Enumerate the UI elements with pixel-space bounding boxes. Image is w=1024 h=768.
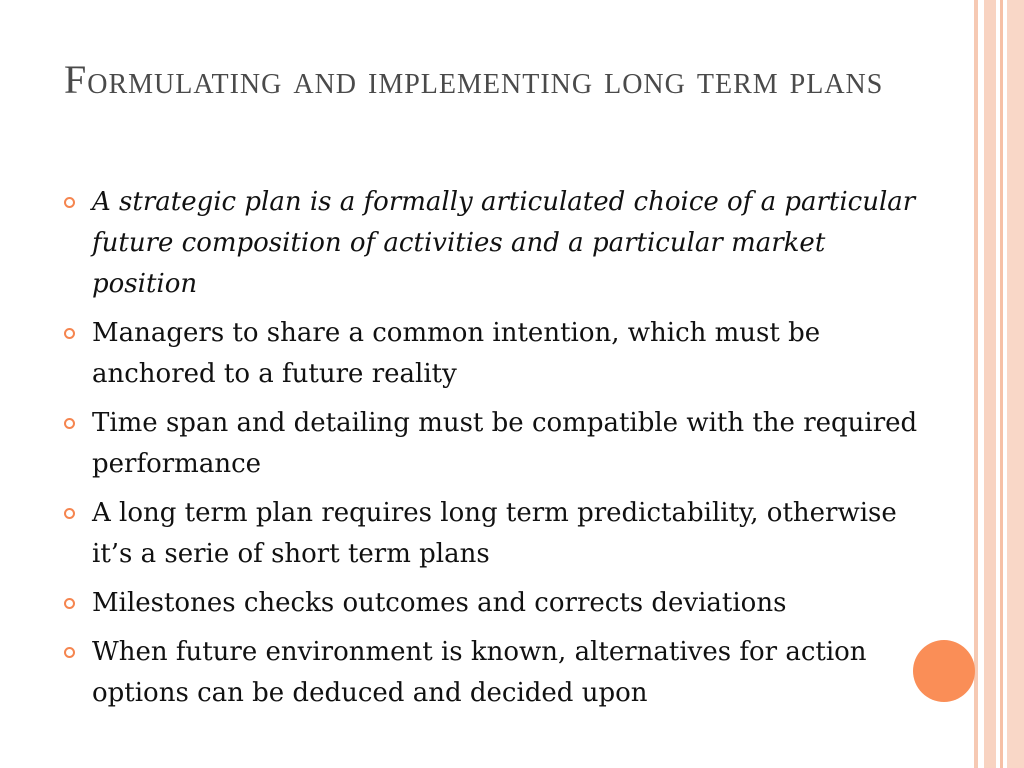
- bullet-ring-icon: [64, 197, 75, 208]
- bullet-text: Managers to share a common intention, which must be anchored to a future reality: [92, 318, 821, 389]
- stripe: [1000, 0, 1003, 768]
- bullet-text: A long term plan requires long term predictability, otherwise it’s a serie of short term plans: [92, 498, 897, 569]
- bullet-text: Milestones checks outcomes and corrects deviations: [92, 588, 787, 618]
- stripe: [974, 0, 978, 768]
- slide-title: Formulating and implementing long term plans: [64, 57, 884, 102]
- stripe: [984, 0, 996, 768]
- bullet-item: [64, 493, 924, 575]
- bullet-item: [64, 403, 924, 485]
- stripe: [1007, 0, 1024, 768]
- bullet-text: Time span and detailing must be compatible with the required performance: [92, 408, 918, 479]
- bullet-item: [64, 313, 924, 395]
- bullet-item: [64, 583, 924, 624]
- bullet-ring-icon: [64, 328, 75, 339]
- bullet-ring-icon: [64, 508, 75, 519]
- bullet-text: When future environment is known, alternatives for action options can be deduced and decided upon: [92, 637, 867, 708]
- bullet-item: [64, 632, 924, 714]
- bullet-list: [64, 182, 924, 722]
- bullet-ring-icon: [64, 647, 75, 658]
- bullet-text: A strategic plan is a formally articulated choice of a particular future composition of activities and a particular market position: [92, 187, 916, 299]
- decorative-circle: [913, 640, 975, 702]
- bullet-ring-icon: [64, 598, 75, 609]
- bullet-ring-icon: [64, 418, 75, 429]
- decorative-stripes: [974, 0, 1024, 768]
- bullet-item: [64, 182, 924, 305]
